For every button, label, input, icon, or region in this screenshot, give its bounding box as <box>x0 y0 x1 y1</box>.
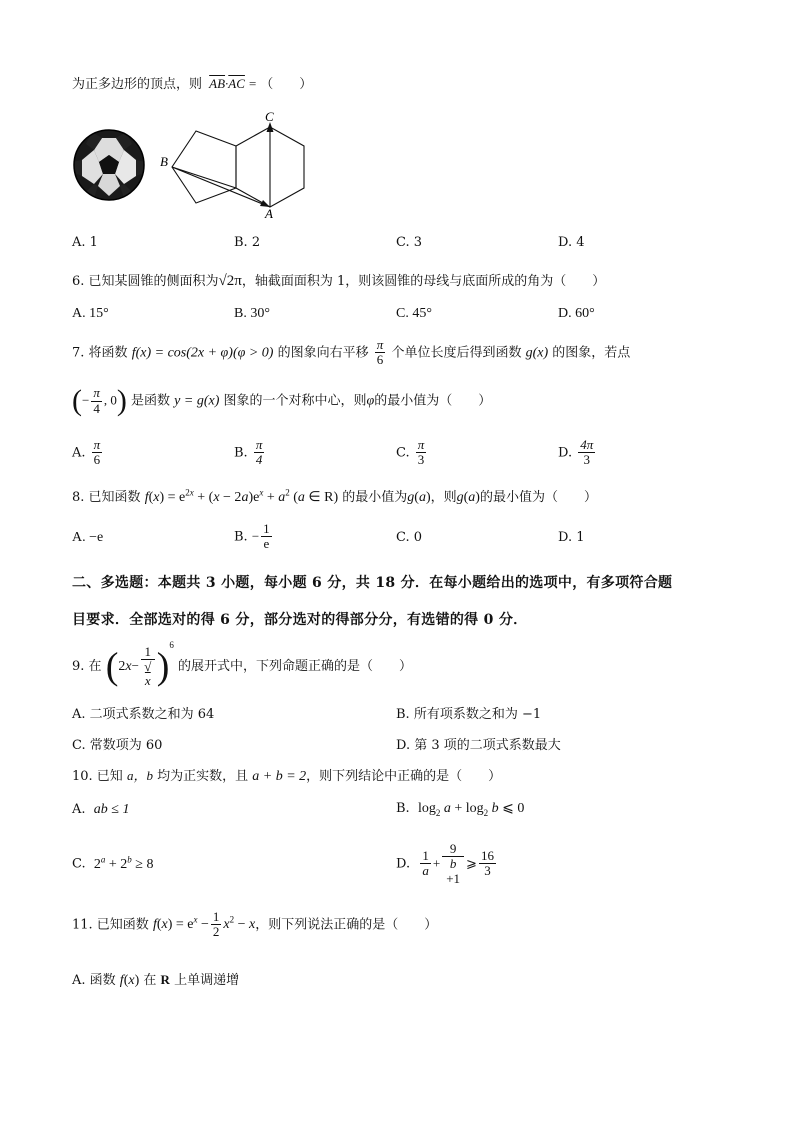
q7-option-c: C. $\frac{\pi}{3}$ <box>396 437 425 468</box>
q7-line1 <box>72 338 630 368</box>
q11-stem-line: 11. 已知函数 $f(x) = e^x$ − $\frac{1}{2}$ $x^2 - x$，则下列说法正确的是（ ） <box>72 909 438 940</box>
q6-sqrt: √2π <box>218 273 242 289</box>
q7-fx: f(x) = cos(2x + φ)(φ > 0) <box>131 345 274 361</box>
q5-dot-product: $\overline{AB}\cdot\overline{AC}$ = <box>209 76 261 91</box>
q8-option-b: B. − $\frac{1}{e}$ <box>234 521 270 552</box>
q7-text-c: 个单位长度后得到函数 <box>391 345 522 361</box>
q8-option-a: A. −e <box>72 530 104 545</box>
q7-text-a: 7. 将函数 <box>72 345 128 361</box>
q6-stem-a: 6. 已知某圆锥的侧面积为 <box>72 274 219 289</box>
q8-text-d: 的最小值为（ ） <box>479 490 597 505</box>
q7-option-a: A. $\frac{\pi}{6}$ <box>72 437 101 468</box>
q8-fx: $f(x) = e^{2x} + (x - 2a)e^x + a^2$ (a ∈ R) <box>144 487 339 505</box>
q9-option-a: A. 二项式系数之和为 64 <box>72 707 215 722</box>
q7-text-b: 的图象向右平移 <box>277 345 369 361</box>
polygon-figure <box>158 106 318 220</box>
q7-point-frac: $\frac{\pi}{4}$ <box>93 385 100 416</box>
q6-option-a: A. 15° <box>72 306 109 321</box>
q5-option-c: C. 3 <box>396 235 423 250</box>
section2-heading-line2: 目要求．全部选对的得 6 分，部分选对的得部分分，有选错的得 0 分． <box>72 612 528 628</box>
q5-option-d: D. 4 <box>558 235 585 250</box>
q8-text-a: 8. 已知函数 <box>72 490 141 505</box>
q9-text-b: 的展开式中，下列命题正确的是（ ） <box>177 659 412 674</box>
q7-text-d: 的图象，若点 <box>552 345 631 361</box>
q9-text-a: 9. 在 <box>72 659 102 674</box>
q8-text-b: 的最小值为 <box>342 490 408 505</box>
q7-gx: g(x) <box>525 345 549 361</box>
q7-shift-frac: $\frac{\pi}{6}$ <box>376 337 384 368</box>
q5-option-b: B. 2 <box>234 235 261 250</box>
q11-option-a: A. 函数 f(x) 在 R 上单调递增 <box>72 972 240 988</box>
q7-fn: y = g(x) <box>174 393 220 409</box>
q6-stem-line <box>72 270 605 290</box>
q10-option-d: D. $\frac{1}{a}$ + 9 b +1 ⩾ $\frac{16}{3}$ <box>396 841 494 886</box>
q9-option-d: D. 第 3 项的二项式系数最大 <box>396 738 561 753</box>
label-A: A <box>265 206 273 220</box>
q7-option-b: B. $\frac{\pi}{4}$ <box>234 437 263 468</box>
q5-blank: （ ） <box>260 77 313 92</box>
q10-option-c: C. $2^a + 2^b \ge 8$ <box>72 854 154 872</box>
q6-option-c: C. 45° <box>396 306 432 321</box>
q8-option-c: C. 0 <box>396 530 423 545</box>
q10-option-b: B. $\log_2 a + \log_2 b$ ⩽ 0 <box>396 801 525 818</box>
label-B: B <box>160 154 168 169</box>
q8-stem-line: 8. 已知函数 $f(x) = e^{2x} + (x - 2a)e^x + a^2$ (a ∈ R) 的最小值为g(a)，则g(a)的最小值为（ ） <box>72 487 597 505</box>
q7-option-d: D. $\frac{4\pi}{3}$ <box>558 437 594 468</box>
q9-option-b: B. 所有项系数之和为 −1 <box>396 707 542 722</box>
q5-option-a: A. 1 <box>72 235 98 250</box>
q7-text-e: 是函数 <box>131 393 171 409</box>
section2-heading-line1: 二、多选题：本题共 3 小题，每小题 6 分，共 18 分．在每小题给出的选项中，有多项符合题 <box>72 575 673 591</box>
q7-text-g: 的最小值为（ ） <box>374 393 492 409</box>
q6-stem-b: ，轴截面面积为 1，则该圆锥的母线与底面所成的角为（ ） <box>241 274 606 289</box>
q9-stem-line: 9. 在 (2x− 1 √ x )$^6$ 的展开式中，下列命题正确的是（ ） <box>72 640 412 689</box>
q7-phi: φ <box>366 393 375 409</box>
q8-text-c: ，则 <box>430 490 457 505</box>
soccer-ball-figure <box>72 128 146 202</box>
q10-stem-line: 10. 已知 a，b 均为正实数，且 a + b = 2，则下列结论中正确的是（ ） <box>72 768 502 784</box>
label-C: C <box>265 109 274 124</box>
q5-stem: 为正多边形的顶点，则 <box>72 77 203 92</box>
q6-option-b: B. 30° <box>234 306 270 321</box>
q8-option-d: D. 1 <box>558 530 585 545</box>
q5-stem-line <box>72 73 312 92</box>
q7-line2: (− $\frac{\pi}{4}$ , 0) 是函数 y = g(x) 图象的一个对称中心，则φ的最小值为（ ） <box>72 384 492 417</box>
q10-option-a: A. ab ≤ 1 <box>72 802 130 817</box>
q6-option-d: D. 60° <box>558 306 595 321</box>
q9-option-c: C. 常数项为 60 <box>72 738 163 753</box>
q7-text-f: 图象的一个对称中心，则 <box>223 393 367 409</box>
